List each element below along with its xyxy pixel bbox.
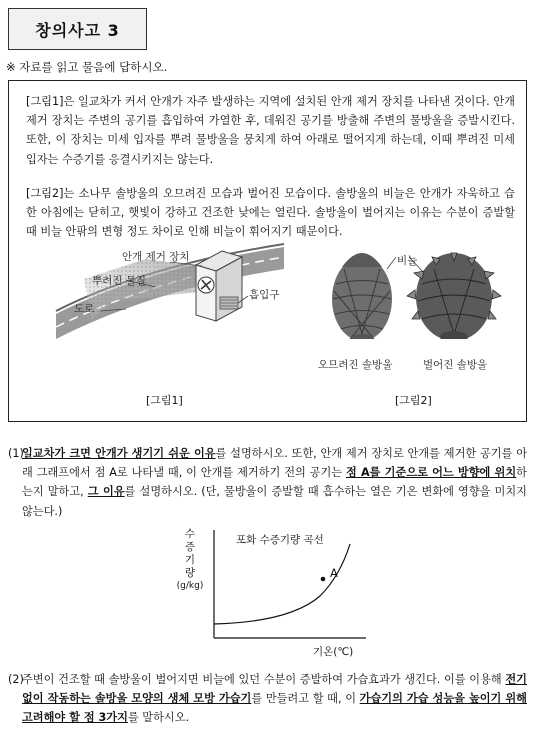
q1-text-2: 하는지 말하고, [22, 466, 527, 499]
saturation-graph [170, 526, 370, 666]
q2-keyphrase-2: 가습기의 가습 성능을 높이기 위해 고려해야 할 점 3가지 [22, 692, 527, 725]
q1-keyphrase-2: 점 A를 기준으로 어느 방향에 위치 [345, 466, 517, 480]
graph-x-axis-label: 기온(℃) [313, 646, 354, 658]
passage-paragraph-2: [그림2]는 소나무 솔방울의 오므려진 모습과 벌어진 모습이다. 솔방울의 비늘은 안개가 자욱하고 습한 아침에는 닫히고, 햇빛이 강하고 건조한 낮에는 열린다. 솔방울이 벌어지는 이유는 수분이 증발할 때 비늘 안팎의 변형 정도 차이로 인해 비늘이 휘어지기 때문이다. [26, 187, 515, 239]
label-road: 도로 [74, 303, 95, 315]
passage-paragraph-1: [그림1]은 일교차가 커서 안개가 자주 발생하는 지역에 설치된 안개 제거 장치를 나타낸 것이다. 안개 제거 장치는 주변의 공기를 흡입하여 가열한 후, 데워진 공기를 방출해 주변의 물방울을 증발시킨다. 또한, 이 장치는 미세 입자를 뿌려 물방울을 뭉치게 하여 아래로 떨어지게 하는데, 이때 뿌려진 미세 입자는 수증기를 응결시키지는 않는다. [26, 95, 515, 166]
question-1-number: (1) [8, 447, 24, 460]
figures [44, 169, 514, 371]
closed-pinecone [332, 253, 392, 339]
saturation-curve [214, 544, 350, 624]
label-fog-device: 안개 제거 장치 [122, 251, 190, 263]
spray-particles [84, 259, 209, 319]
question-2 [8, 670, 527, 728]
q2-text-2: 를 만들려고 할 때, 이 [251, 692, 360, 706]
graph-y-axis-label: 수 증 기 량 (g/kg) [176, 528, 204, 591]
q2-keyphrase-1: 전기 없이 작동하는 솔방울 모양의 생체 모방 가습기 [22, 673, 527, 706]
q1-text-3: 를 설명하시오. (단, 물방울이 증발할 때 흡수하는 열은 기온 변화에 영향을 미치지 않는다.) [22, 485, 527, 518]
label-open-pinecone: 벌어진 솔방울 [423, 359, 488, 371]
figure2-caption: [그림2] [395, 394, 432, 407]
figure1-caption: [그림1] [146, 394, 183, 407]
point-a [321, 577, 326, 582]
fog-removal-device [196, 251, 242, 321]
point-a-label: A [330, 566, 338, 580]
q2-text-1: 주변이 건조할 때 솔방울이 벌어지면 비늘에 있던 수분이 증발하여 가습효과가 생긴다. 이를 이용해 [22, 673, 506, 686]
instruction: ※ 자료를 읽고 물음에 답하시오. [6, 60, 168, 74]
page-title: 창의사고 3 [8, 8, 147, 50]
label-sprayed-particles: 뿌려진 물질 [92, 275, 147, 287]
label-pinecone-scale: 비늘 [397, 255, 418, 267]
question-1 [8, 444, 527, 521]
q2-text-3: 를 말하시오. [127, 711, 190, 725]
curve-label: 포화 수증기량 곡선 [236, 534, 324, 546]
q1-text-1: 를 설명하시오. 또한, 안개 제거 장치로 안개를 제거한 공기를 아래 그래프에서 점 A로 나타낼 때, 이 안개를 제거하기 전의 공기는 [22, 447, 527, 480]
label-inlet: 흡입구 [249, 289, 280, 301]
label-closed-pinecone: 오므려진 솔방울 [318, 359, 393, 371]
leader-scale [387, 257, 396, 269]
open-pinecone [407, 253, 501, 339]
figure1-illustration [44, 169, 514, 339]
q1-keyphrase-1: 일교차가 크면 안개가 생기기 쉬운 이유 [22, 447, 216, 460]
q1-keyphrase-3: 그 이유 [87, 485, 125, 499]
question-2-number: (2) [8, 673, 24, 686]
